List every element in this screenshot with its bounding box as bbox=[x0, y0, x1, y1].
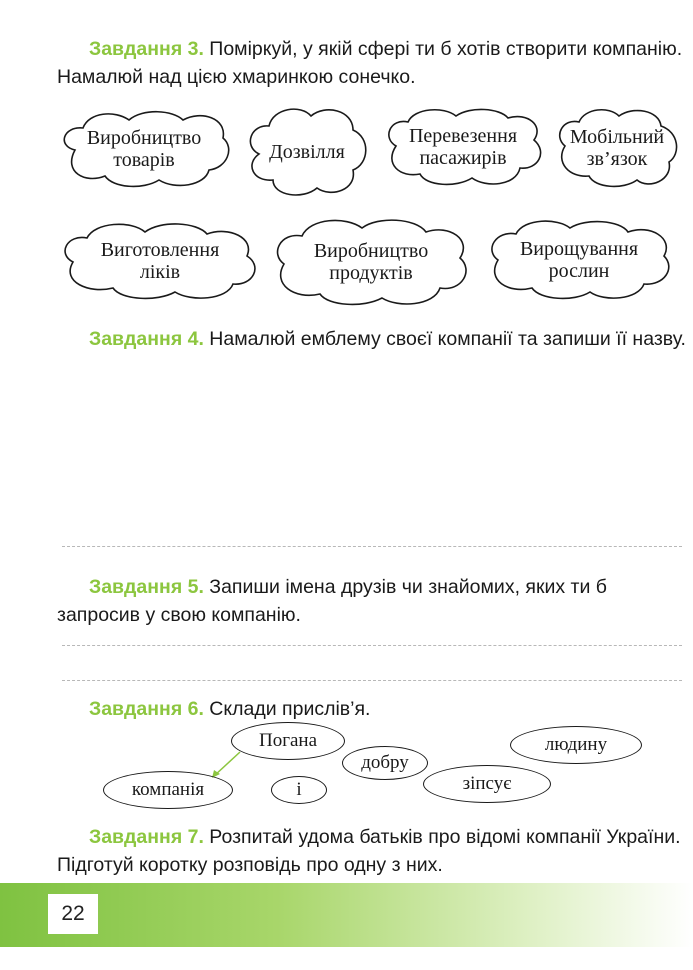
cloud-label: товарів bbox=[113, 149, 175, 171]
cloud-label: Перевезення bbox=[408, 125, 518, 147]
cloud-label: Виробництво bbox=[313, 240, 429, 262]
task6-text: Склади прислів’я. bbox=[203, 698, 371, 720]
cloud-label: Виготовлення bbox=[100, 239, 220, 261]
task7-text: Розпитай удома батьків про відомі компанії України. Підготуй коротку розповідь про одну з них. bbox=[57, 826, 681, 876]
word-oval[interactable]: компанія bbox=[103, 771, 233, 809]
cloud-label: Дозвілля bbox=[269, 141, 345, 163]
task5-title: Завдання 5. bbox=[89, 576, 204, 598]
cloud-label: зв’язок bbox=[586, 148, 648, 170]
task3-title: Завдання 3. bbox=[89, 38, 204, 60]
task7-title: Завдання 7. bbox=[89, 826, 204, 848]
word-oval[interactable]: зіпсує bbox=[423, 765, 551, 803]
task3-text: Поміркуй, у якій сфері ти б хотів створити компанію. Намалюй над цією хмаринкою сонечко. bbox=[57, 38, 683, 88]
word-oval[interactable]: людину bbox=[510, 726, 642, 764]
cloud-label: продуктів bbox=[329, 262, 413, 284]
word-oval[interactable]: і bbox=[271, 776, 327, 804]
task5-text: Запиши імена друзів чи знайомих, яких ти б запросив у свою компанію. bbox=[57, 576, 607, 626]
cloud-label: рослин bbox=[548, 260, 610, 282]
cloud-label: Мобільний bbox=[569, 126, 665, 148]
cloud-label: Виробництво bbox=[86, 127, 202, 149]
cloud-label: пасажирів bbox=[419, 147, 507, 169]
word-oval[interactable]: добру bbox=[342, 746, 428, 780]
task4-title: Завдання 4. bbox=[89, 328, 204, 350]
cloud-label: Вирощування bbox=[519, 238, 639, 260]
cloud-label: ліків bbox=[139, 261, 181, 283]
word-oval[interactable]: Погана bbox=[231, 722, 345, 760]
task7-paragraph bbox=[57, 823, 689, 879]
task4-text: Намалюй емблему своєї компанії та запиши її назву. bbox=[203, 328, 686, 350]
page-number: 22 bbox=[48, 894, 98, 934]
task6-title: Завдання 6. bbox=[89, 698, 204, 720]
footer-green-bar bbox=[0, 883, 693, 947]
